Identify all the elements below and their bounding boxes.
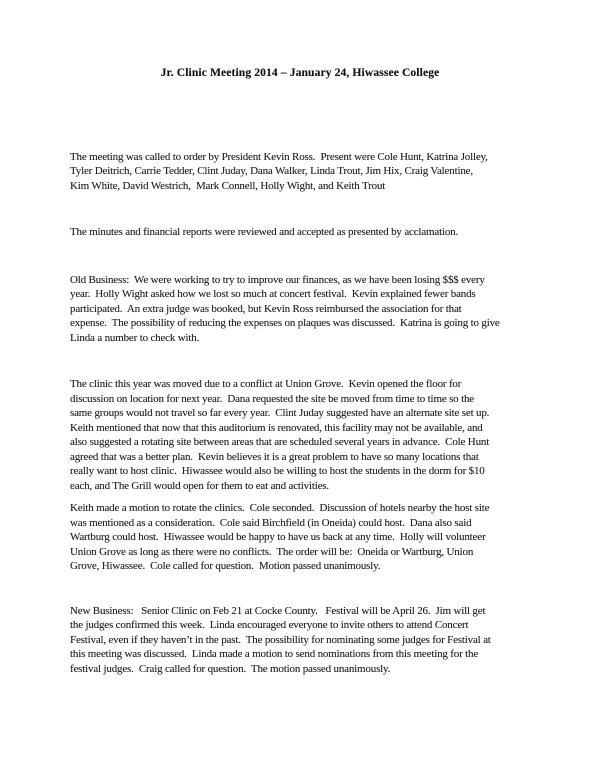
text-line: also suggested a rotating site between areas that are scheduled several years in advance. Cole Hunt: [70, 436, 490, 448]
document-title: Jr. Clinic Meeting 2014 – January 24, Hiwassee College: [160, 66, 440, 79]
text-line: really want to host clinic. Hiwassee would also be willing to host the students in the dorm for $10: [70, 465, 485, 477]
text-line: Union Grove as long as there were no conflicts. The order will be: Oneida or Wartburg, Union: [70, 545, 474, 558]
text-line: Kim White, David Westrich, Mark Connell, Holly Wight, and Keith Trout: [70, 179, 386, 192]
text-line: New Business: Senior Clinic on Feb 21 at Cocke County. Festival will be April 26. Jim will get: [70, 604, 486, 617]
text-line: year. Holly Wight asked how we lost so much at concert festival. Kevin explained fewer bands: [70, 288, 476, 300]
text-line: Keith made a motion to rotate the clinics. Cole seconded. Discussion of hotels nearby the host site: [70, 502, 490, 514]
text-line: the judges confirmed this week. Linda encouraged everyone to invite others to attend Concert: [70, 619, 469, 631]
text-line: each, and The Grill would open for them to eat and activities.: [70, 479, 329, 492]
text-line: festival judges. Craig called for question. The motion passed unanimously.: [70, 662, 391, 675]
text-line: discussion on location for next year. Dana requested the site be moved from time to time so the: [70, 392, 474, 405]
paragraph-attendance: [70, 150, 530, 194]
paragraph-clinic-location: [70, 377, 530, 493]
text-line: Festival, even if they haven’t in the past. The possibility for nominating some judges for Festival at: [70, 633, 491, 646]
paragraph-new-business: [70, 604, 530, 677]
text-line: Tyler Deitrich, Carrie Tedder, Clint Juday, Dana Walker, Linda Trout, Jim Hix, Craig Valentine,: [70, 165, 473, 177]
text-line: same groups would not travel so far every year. Clint Juday suggested have an alternate site set up.: [70, 407, 490, 419]
text-line: this meeting was discussed. Linda made a motion to send nominations from this meeting for the: [70, 648, 479, 660]
paragraph-minutes: [70, 225, 530, 240]
text-line: Linda a number to check with.: [70, 331, 200, 344]
paragraph-old-business: [70, 273, 530, 346]
text-line: Wartburg could host. Hiwassee would be happy to have us back at any time. Holly will volunteer: [70, 531, 486, 543]
paragraph-motion-rotate: [70, 501, 530, 574]
text-line: Old Business: We were working to try to improve our finances, as we have been losing $$$ every: [70, 273, 485, 286]
text-line: Grove, Hiwassee. Cole called for question. Motion passed unanimously.: [70, 560, 381, 572]
text-line: participated. An extra judge was booked, but Kevin Ross reimbursed the association for that: [70, 302, 462, 315]
text-line: The meeting was called to order by President Kevin Ross. Present were Cole Hunt, Katrina Jolley,: [70, 150, 488, 163]
text-line: Keith mentioned that now that this auditorium is renovated, this facility may not be available, and: [70, 421, 483, 434]
text-line: expense. The possibility of reducing the expenses on plaques was discussed. Katrina is going to give: [70, 317, 500, 329]
text-line: The minutes and financial reports were reviewed and accepted as presented by acclamation.: [70, 226, 459, 238]
text-line: agreed that was a better plan. Kevin believes it is a great problem to have so many locations that: [70, 450, 479, 463]
text-line: The clinic this year was moved due to a conflict at Union Grove. Kevin opened the floor for: [70, 378, 462, 390]
text-line: was mentioned as a consideration. Cole said Birchfield (in Oneida) could host. Dana also said: [70, 516, 472, 529]
